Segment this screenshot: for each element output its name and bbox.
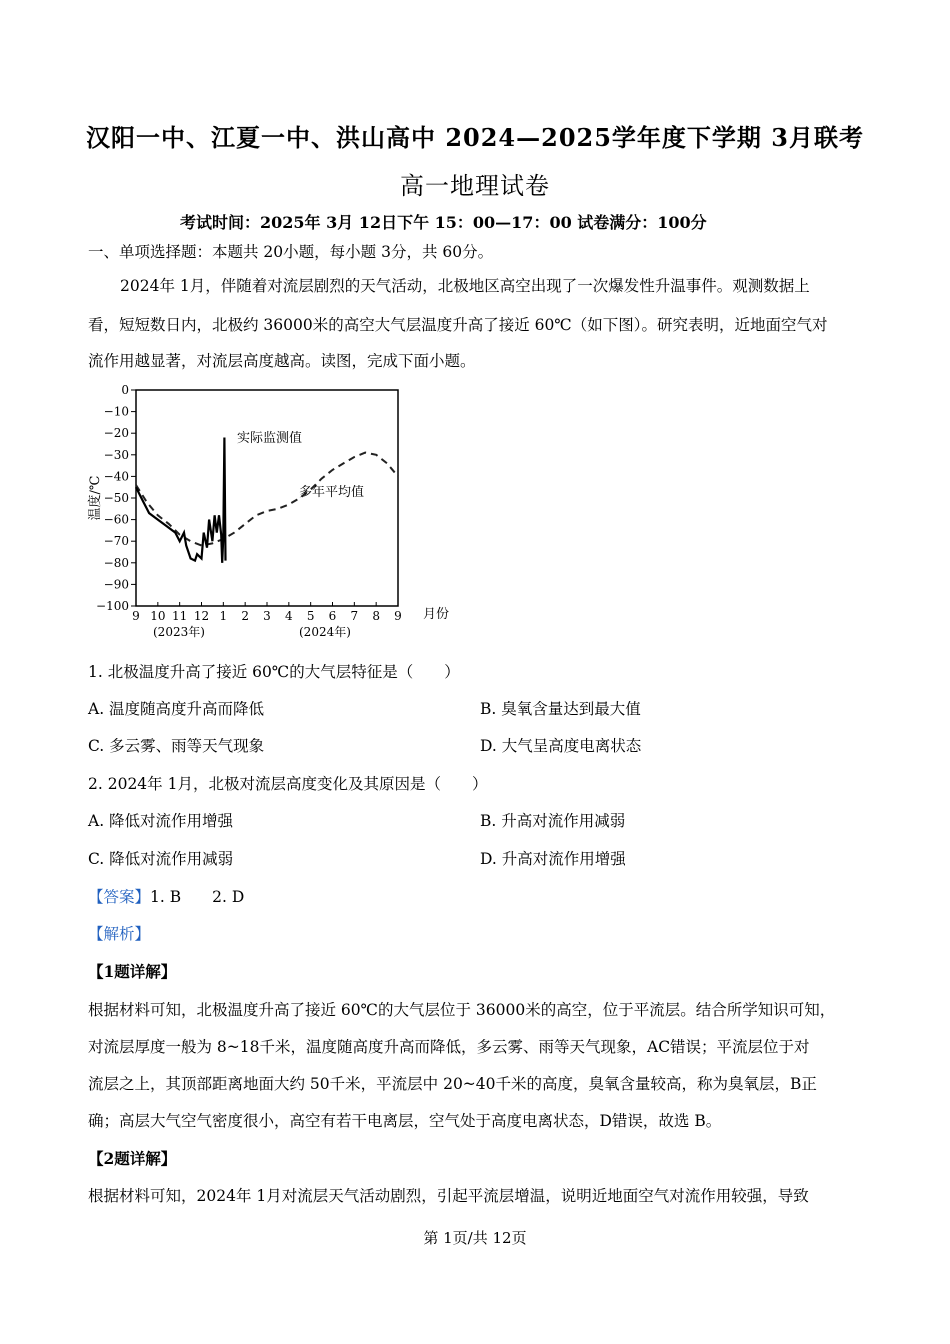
q2-option-a: A. 降低对流作用增强 xyxy=(88,812,234,830)
exam-title: 汉阳一中、江夏一中、洪山高中 2024—2025学年度下学期 3月联考 xyxy=(85,123,864,152)
answer-label: 【答案】 xyxy=(88,888,151,906)
y-axis-label: 温度/℃ xyxy=(88,475,103,521)
y-tick-label: −50 xyxy=(103,491,129,505)
x-tick-label: 4 xyxy=(285,609,293,623)
q2-option-c: C. 降低对流作用减弱 xyxy=(88,850,234,868)
x-tick-label: 7 xyxy=(350,609,359,623)
y-tick-label: −100 xyxy=(96,599,129,613)
q1-stem: 1. 北极温度升高了接近 60℃的大气层特征是（ ） xyxy=(88,663,460,681)
temperature-chart xyxy=(85,380,455,645)
x-tick-label: 1 xyxy=(219,609,228,623)
legend-observed: 实际监测值 xyxy=(237,431,303,446)
x-tick-label: 12 xyxy=(193,609,210,623)
q2-option-d: D. 升高对流作用增强 xyxy=(480,850,626,868)
x-axis-ticks xyxy=(132,602,402,623)
y-tick-label: −80 xyxy=(103,555,129,570)
q1-option-a: A. 温度随高度升高而降低 xyxy=(88,700,265,718)
x-tick-label: 2 xyxy=(241,609,249,623)
detail1-line-4: 确；高层大气空气密度很小，高空有若干电离层，空气处于高度电离状态，D错误，故选 B。 xyxy=(88,1112,722,1130)
legend-average: 多年平均值 xyxy=(299,485,365,500)
q1-option-c: C. 多云雾、雨等天气现象 xyxy=(88,737,265,755)
y-tick-label: 0 xyxy=(121,383,129,397)
q2-stem: 2. 2024年 1月，北极对流层高度变化及其原因是（ ） xyxy=(88,775,488,793)
x-tick-label: 5 xyxy=(306,609,315,623)
exam-meta: 考试时间：2025年 3月 12日下午 15：00—17：00 试卷满分：100分 xyxy=(180,213,707,232)
analysis-label: 【解析】 xyxy=(88,925,151,943)
detail2-line-1: 根据材料可知，2024年 1月对流层天气活动剧烈，引起平流层增温，说明近地面空气对流作用较强，导致 xyxy=(88,1187,809,1205)
x-tick-label: 3 xyxy=(263,609,271,623)
y-tick-label: −90 xyxy=(103,577,129,592)
y-tick-label: −10 xyxy=(103,404,129,419)
y-tick-label: −30 xyxy=(103,447,129,462)
y-tick-label: −40 xyxy=(103,469,129,484)
x-tick-label: 10 xyxy=(150,609,166,623)
answer-row xyxy=(88,885,888,907)
x-tick-label: 9 xyxy=(132,609,140,623)
answer-text: 1. B 2. D xyxy=(150,888,245,906)
detail1-line-3: 流层之上，其顶部距离地面大约 50千米，平流层中 20~40千米的高度，臭氧含量较高，称为臭氧层，B正 xyxy=(88,1075,817,1093)
q1-option-d: D. 大气呈高度电离状态 xyxy=(480,737,642,755)
x-tick-label: 8 xyxy=(372,609,380,623)
detail1-line-1: 根据材料可知，北极温度升高了接近 60℃的大气层位于 36000米的高空，位于平流层。结合所学知识可知， xyxy=(88,1001,836,1019)
section-heading: 一、单项选择题：本题共 20小题，每小题 3分，共 60分。 xyxy=(88,243,494,261)
q2-option-b: B. 升高对流作用减弱 xyxy=(480,812,626,830)
year-label-2024: (2024年) xyxy=(299,625,351,639)
x-tick-label: 9 xyxy=(394,609,402,623)
q1-option-b: B. 臭氧含量达到最大值 xyxy=(480,700,641,718)
page-footer: 第 1页/共 12页 xyxy=(423,1229,527,1247)
year-label-2023: (2023年) xyxy=(153,625,205,639)
detail1-line-2: 对流层厚度一般为 8~18千米，温度随高度升高而降低，多云雾、雨等天气现象，AC错误；平流层位于对 xyxy=(88,1038,810,1056)
x-tick-label: 11 xyxy=(172,609,188,623)
y-tick-label: −60 xyxy=(103,512,129,527)
material-line-1: 2024年 1月，伴随着对流层剧烈的天气活动，北极地区高空出现了一次爆发性升温事件。观测数据上 xyxy=(120,277,810,295)
detail2-heading: 【2题详解】 xyxy=(88,1149,177,1168)
y-tick-label: −20 xyxy=(103,426,129,441)
y-tick-label: −70 xyxy=(103,534,129,549)
x-axis-label: 月份 xyxy=(423,607,450,622)
material-line-2: 看，短短数日内，北极约 36000米的高空大气层温度升高了接近 60℃（如下图）。研究表明，近地面空气对 xyxy=(88,316,828,334)
exam-subtitle: 高一地理试卷 xyxy=(400,172,550,200)
material-line-3: 流作用越显著，对流层高度越高。读图，完成下面小题。 xyxy=(88,352,476,370)
detail1-heading: 【1题详解】 xyxy=(88,962,177,981)
x-tick-label: 6 xyxy=(328,609,337,623)
